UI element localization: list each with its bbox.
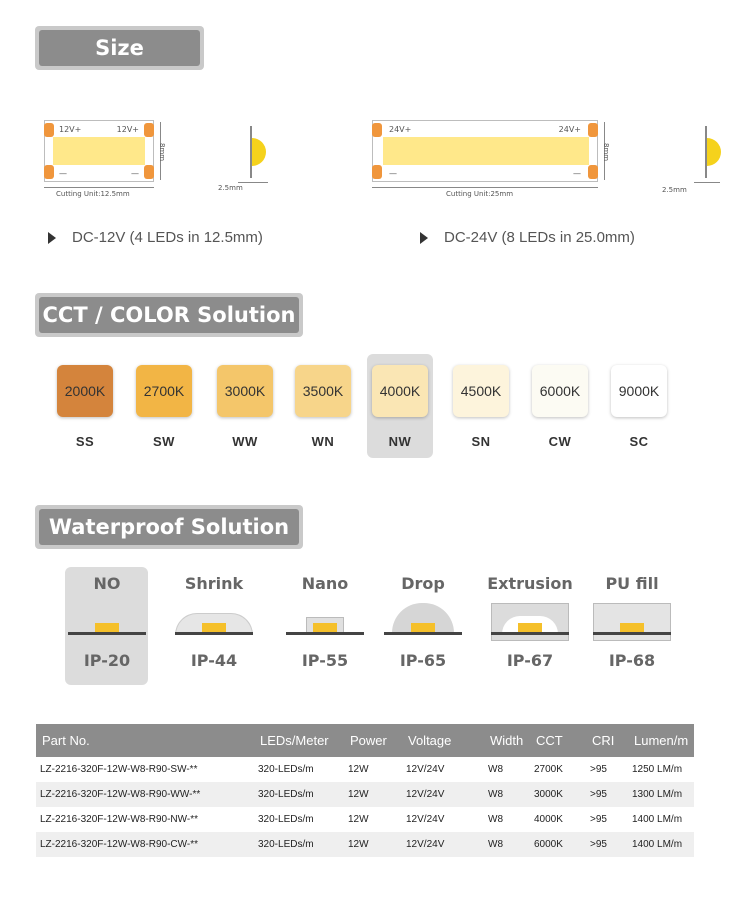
cct-swatch-code: NW [388, 434, 412, 449]
waterproof-ip-rating: IP-55 [301, 651, 349, 670]
table-cell: 12W [348, 814, 369, 825]
cct-swatch-temp: 9000K [611, 365, 667, 417]
spec-24v [420, 229, 635, 246]
side-24v-thickness: 2.5mm [662, 186, 687, 194]
waterproof-ip-rating: IP-67 [506, 651, 554, 670]
strip-12v-diagram [44, 120, 154, 182]
led-chip-icon [620, 623, 644, 632]
table-header-cell: CCT [530, 724, 586, 757]
side-12v-thickness: 2.5mm [218, 184, 243, 192]
waterproof-header [35, 505, 303, 549]
cct-swatch-code: WW [232, 434, 258, 449]
table-cell: W8 [484, 832, 530, 857]
table-header-cell: Lumen/m [628, 724, 694, 757]
cct-header [35, 293, 303, 337]
spec-12v [48, 229, 263, 246]
side-profile-12v [245, 126, 275, 178]
waterproof-ip-rating: IP-68 [608, 651, 656, 670]
pad-icon [44, 165, 54, 179]
strip-24v-minus-left: — [389, 169, 397, 178]
table-cell: >95 [586, 782, 628, 807]
strip-24v-label-right: 24V+ [558, 125, 581, 134]
strip-24v-diagram [372, 120, 598, 182]
waterproof-type: Nano [301, 574, 349, 593]
strip-12v-cutting: Cutting Unit:12.5mm [56, 190, 130, 198]
pad-icon [372, 123, 382, 137]
waterproof-profile-icon [62, 599, 152, 641]
waterproof-profile-icon [280, 599, 370, 641]
cct-swatch-ww[interactable] [212, 365, 278, 449]
cct-swatch-sw[interactable] [131, 365, 197, 449]
cct-swatch-temp: 4500K [453, 365, 509, 417]
triangle-bullet-icon [48, 232, 56, 244]
led-chip-icon [518, 623, 542, 632]
strip-24v-label-left: 24V+ [389, 125, 412, 134]
cct-swatch-cw[interactable] [527, 365, 593, 449]
pad-icon [144, 123, 154, 137]
table-cell: 320-LEDs/m [254, 832, 344, 857]
cct-swatch-temp: 4000K [372, 365, 428, 417]
table-cell: W8 [484, 782, 530, 807]
spec-24v-text: DC-24V (8 LEDs in 25.0mm) [444, 229, 635, 246]
waterproof-option-ip-20[interactable] [62, 574, 152, 670]
strip-base-icon [286, 632, 364, 635]
table-header-row [36, 724, 694, 757]
waterproof-ip-rating: IP-65 [399, 651, 447, 670]
pad-icon [588, 123, 598, 137]
led-chip-icon [202, 623, 226, 632]
table-cell: 12V/24V [402, 832, 484, 857]
led-chip-icon [95, 623, 119, 632]
table-header-cell: CRI [586, 724, 628, 757]
table-cell: 320-LEDs/m [258, 814, 314, 825]
table-cell: 2700K [534, 764, 563, 775]
waterproof-profile-icon [169, 599, 259, 641]
table-header-cell: LEDs/Meter [254, 724, 344, 757]
table-cell: 1400 LM/m [628, 832, 694, 857]
table-cell: 12W [348, 764, 369, 775]
strip-12v-label-left: 12V+ [59, 125, 82, 134]
strip-base-icon [491, 632, 569, 635]
side-profile-24v [700, 126, 730, 178]
dim-line [694, 182, 720, 183]
table-header-cell: Power [344, 724, 402, 757]
spec-table [36, 724, 694, 857]
coating-icon [593, 603, 671, 641]
triangle-bullet-icon [420, 232, 428, 244]
cct-swatch-wn[interactable] [290, 365, 356, 449]
pad-icon [588, 165, 598, 179]
cct-swatch-code: SN [471, 434, 491, 449]
cct-swatch-temp: 3000K [217, 365, 273, 417]
table-cell: 12V/24V [402, 782, 484, 807]
strip-12v-label-right: 12V+ [116, 125, 139, 134]
table-cell: 12V/24V [406, 814, 445, 825]
table-cell: 1300 LM/m [628, 782, 694, 807]
cct-swatch-code: WN [311, 434, 335, 449]
cct-swatch-sc[interactable] [606, 365, 672, 449]
cct-swatch-nw[interactable] [367, 365, 433, 449]
waterproof-header-label: Waterproof Solution [39, 509, 299, 545]
table-row [36, 757, 694, 782]
led-chip-icon [313, 623, 337, 632]
table-cell: 12W [344, 832, 402, 857]
table-cell: W8 [488, 814, 503, 825]
cct-swatch-code: CW [548, 434, 572, 449]
table-row [36, 832, 694, 857]
waterproof-type: PU fill [605, 574, 659, 593]
table-cell: 4000K [534, 814, 563, 825]
table-cell: LZ-2216-320F-12W-W8-R90-NW-** [40, 814, 199, 825]
table-body [36, 757, 694, 857]
waterproof-type: Shrink [184, 574, 244, 593]
cct-swatch-temp: 2000K [57, 365, 113, 417]
phosphor-icon [707, 138, 721, 166]
phosphor-icon [252, 138, 266, 166]
dim-line [372, 187, 598, 188]
cct-swatch-temp: 3500K [295, 365, 351, 417]
table-cell: 1250 LM/m [632, 764, 683, 775]
waterproof-profile-icon [378, 599, 468, 641]
strip-base-icon [593, 632, 671, 635]
waterproof-option-ip-67[interactable] [485, 574, 575, 670]
waterproof-type: NO [93, 574, 121, 593]
waterproof-type: Extrusion [487, 574, 573, 593]
spec-12v-text: DC-12V (4 LEDs in 12.5mm) [72, 229, 263, 246]
strip-base-icon [68, 632, 146, 635]
waterproof-option-ip-65[interactable] [378, 574, 468, 670]
table-cell: 12V/24V [406, 764, 445, 775]
cct-swatch-code: SS [75, 434, 95, 449]
waterproof-option-ip-55[interactable] [280, 574, 370, 670]
table-cell: 320-LEDs/m [254, 782, 344, 807]
dim-line [238, 182, 268, 183]
size-header [35, 26, 204, 70]
waterproof-ip-rating: IP-20 [83, 651, 131, 670]
strip-24v-led-area [383, 137, 589, 165]
waterproof-ip-rating: IP-44 [190, 651, 238, 670]
cct-header-label: CCT / COLOR Solution [39, 297, 299, 333]
strip-12v-minus-left: — [59, 169, 67, 178]
strip-12v-led-area [53, 137, 145, 165]
table-cell: LZ-2216-320F-12W-W8-R90-CW-** [36, 832, 254, 857]
cct-swatch-temp: 2700K [136, 365, 192, 417]
cct-swatch-sn[interactable] [448, 365, 514, 449]
table-cell: >95 [586, 832, 628, 857]
table-cell: 6000K [530, 832, 586, 857]
table-cell: >95 [590, 814, 607, 825]
strip-24v-height: 8mm [602, 143, 610, 162]
pad-icon [44, 123, 54, 137]
table-cell: LZ-2216-320F-12W-W8-R90-WW-** [36, 782, 254, 807]
cct-swatch-code: SW [153, 434, 175, 449]
strip-12v-minus-right: — [131, 169, 139, 178]
waterproof-option-ip-44[interactable] [169, 574, 259, 670]
strip-24v-cutting: Cutting Unit:25mm [446, 190, 514, 198]
strip-base-icon [384, 632, 462, 635]
waterproof-type: Drop [401, 574, 445, 593]
coating-icon [491, 603, 569, 641]
table-cell: >95 [590, 764, 607, 775]
table-cell: 12W [344, 782, 402, 807]
waterproof-profile-icon [485, 599, 575, 641]
led-chip-icon [411, 623, 435, 632]
table-cell: LZ-2216-320F-12W-W8-R90-SW-** [40, 764, 198, 775]
table-cell: W8 [488, 764, 503, 775]
strip-24v-minus-right: — [573, 169, 581, 178]
table-header-cell: Voltage [402, 724, 484, 757]
pad-icon [372, 165, 382, 179]
table-header-cell: Width [484, 724, 530, 757]
size-header-label: Size [39, 30, 200, 66]
waterproof-option-ip-68[interactable] [587, 574, 677, 670]
table-header-cell: Part No. [36, 724, 254, 757]
cct-swatch-ss[interactable] [52, 365, 118, 449]
table-cell: 1400 LM/m [632, 814, 683, 825]
cct-swatch-temp: 6000K [532, 365, 588, 417]
dim-line [44, 187, 154, 188]
waterproof-profile-icon [587, 599, 677, 641]
cct-swatch-code: SC [629, 434, 649, 449]
table-cell: 320-LEDs/m [258, 764, 314, 775]
strip-base-icon [175, 632, 253, 635]
table-cell: 3000K [530, 782, 586, 807]
strip-12v-height: 8mm [158, 143, 166, 162]
pad-icon [144, 165, 154, 179]
table-row [36, 782, 694, 807]
table-row [36, 807, 694, 832]
